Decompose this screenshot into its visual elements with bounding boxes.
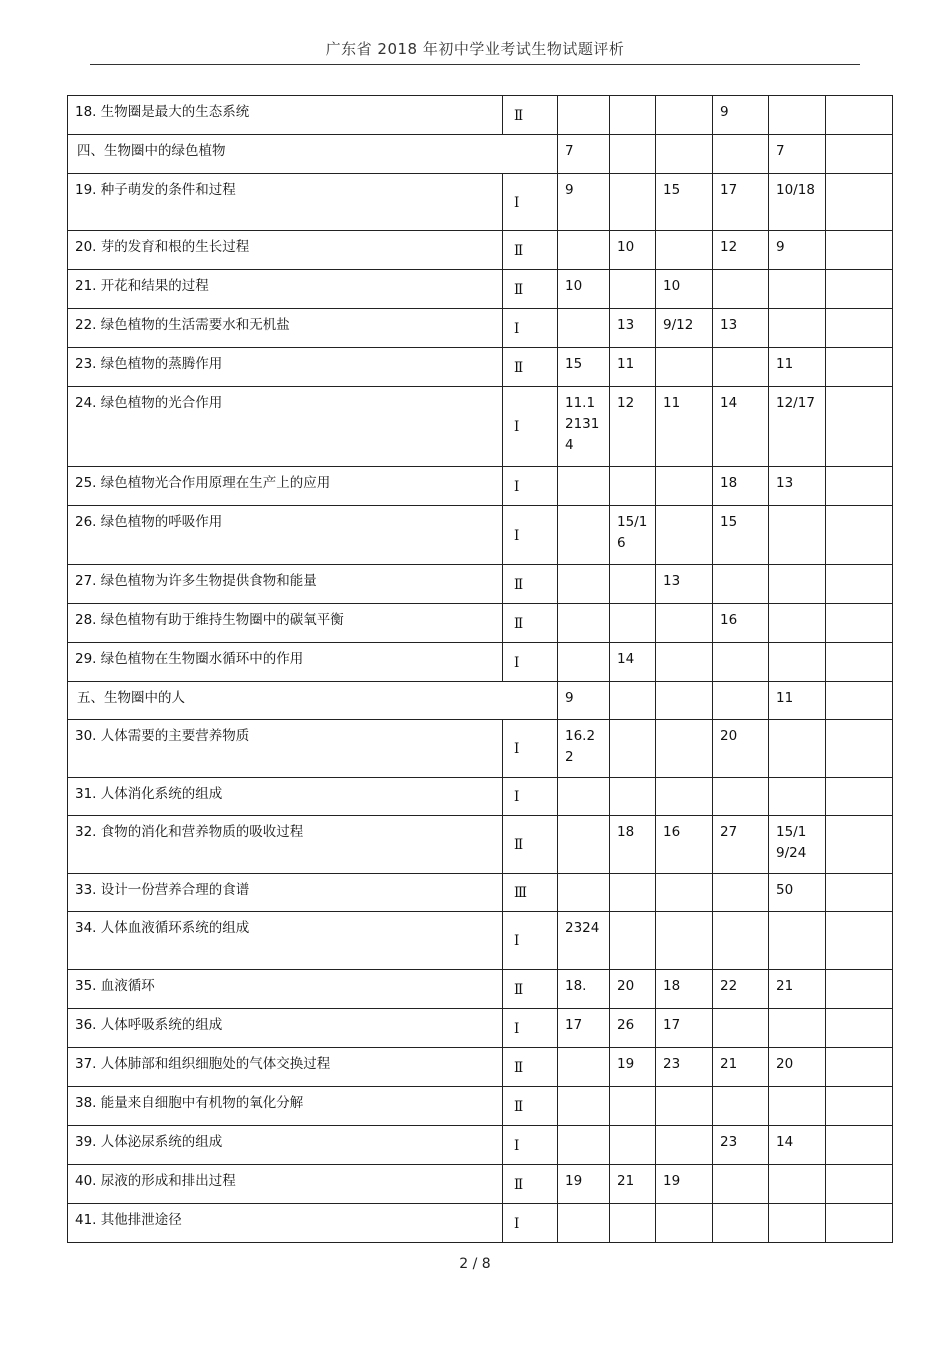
question-number-cell <box>610 1126 656 1165</box>
table-section-row <box>68 135 893 174</box>
table-row <box>68 96 893 135</box>
question-number-cell: 15 <box>656 174 713 231</box>
question-number-cell: 11 <box>769 348 826 387</box>
level-cell: Ⅱ <box>503 231 558 270</box>
question-number-cell: 21 <box>769 970 826 1009</box>
question-number-cell <box>656 348 713 387</box>
level-cell: Ⅲ <box>503 874 558 912</box>
syllabus-table-body <box>68 96 893 1243</box>
question-number-cell <box>610 912 656 970</box>
question-number-cell <box>713 1204 769 1243</box>
question-number-cell <box>558 1204 610 1243</box>
question-number-cell <box>769 720 826 778</box>
question-number-cell: 13 <box>713 309 769 348</box>
question-number-cell <box>558 565 610 604</box>
question-number-cell <box>558 506 610 565</box>
question-number-cell <box>610 135 656 174</box>
question-number-cell <box>826 682 893 720</box>
question-number-cell <box>713 1165 769 1204</box>
table-row <box>68 506 893 565</box>
question-number-cell <box>610 720 656 778</box>
question-number-cell <box>769 270 826 309</box>
question-number-cell: 50 <box>769 874 826 912</box>
topic-cell: 40. 尿液的形成和排出过程 <box>68 1165 503 1204</box>
question-number-cell: 18 <box>656 970 713 1009</box>
table-row <box>68 970 893 1009</box>
question-number-cell <box>610 1087 656 1126</box>
question-number-cell <box>826 309 893 348</box>
question-number-cell <box>769 1009 826 1048</box>
question-number-cell <box>826 874 893 912</box>
question-number-cell: 11 <box>769 682 826 720</box>
question-number-cell <box>610 174 656 231</box>
topic-cell: 19. 种子萌发的条件和过程 <box>68 174 503 231</box>
question-number-cell: 15/19/24 <box>769 816 826 874</box>
question-number-cell: 12/17 <box>769 387 826 467</box>
question-number-cell <box>769 96 826 135</box>
question-number-cell <box>713 682 769 720</box>
level-cell: Ⅰ <box>503 387 558 467</box>
question-number-cell: 18. <box>558 970 610 1009</box>
question-number-cell <box>826 135 893 174</box>
table-row <box>68 467 893 506</box>
question-number-cell <box>826 778 893 816</box>
question-number-cell: 12 <box>610 387 656 467</box>
question-number-cell: 21 <box>610 1165 656 1204</box>
question-number-cell <box>713 270 769 309</box>
topic-cell: 39. 人体泌尿系统的组成 <box>68 1126 503 1165</box>
question-number-cell <box>826 96 893 135</box>
table-row <box>68 565 893 604</box>
level-cell: Ⅱ <box>503 1048 558 1087</box>
question-number-cell <box>769 912 826 970</box>
level-cell: Ⅱ <box>503 816 558 874</box>
question-number-cell: 20 <box>713 720 769 778</box>
question-number-cell <box>610 467 656 506</box>
question-number-cell <box>826 1048 893 1087</box>
topic-cell: 33. 设计一份营养合理的食谱 <box>68 874 503 912</box>
question-number-cell <box>826 1009 893 1048</box>
question-number-cell <box>769 309 826 348</box>
question-number-cell: 18 <box>610 816 656 874</box>
question-number-cell: 9 <box>558 682 610 720</box>
question-number-cell <box>558 643 610 682</box>
question-number-cell: 10 <box>656 270 713 309</box>
question-number-cell <box>826 970 893 1009</box>
level-cell: Ⅱ <box>503 348 558 387</box>
question-number-cell <box>656 1087 713 1126</box>
question-number-cell <box>610 778 656 816</box>
question-number-cell <box>656 720 713 778</box>
question-number-cell <box>713 1009 769 1048</box>
question-number-cell <box>656 1204 713 1243</box>
question-number-cell <box>656 467 713 506</box>
question-number-cell <box>713 643 769 682</box>
question-number-cell <box>558 467 610 506</box>
question-number-cell <box>769 506 826 565</box>
table-row <box>68 778 893 816</box>
question-number-cell: 19 <box>656 1165 713 1204</box>
question-number-cell <box>656 231 713 270</box>
question-number-cell: 9/12 <box>656 309 713 348</box>
question-number-cell <box>826 565 893 604</box>
topic-cell: 35. 血液循环 <box>68 970 503 1009</box>
question-number-cell: 22 <box>713 970 769 1009</box>
topic-cell: 27. 绿色植物为许多生物提供食物和能量 <box>68 565 503 604</box>
question-number-cell <box>826 467 893 506</box>
question-number-cell <box>826 348 893 387</box>
question-number-cell <box>826 816 893 874</box>
level-cell: Ⅰ <box>503 174 558 231</box>
table-row <box>68 816 893 874</box>
level-cell: Ⅰ <box>503 467 558 506</box>
table-row <box>68 912 893 970</box>
question-number-cell <box>558 874 610 912</box>
question-number-cell <box>656 643 713 682</box>
question-number-cell: 27 <box>713 816 769 874</box>
level-cell: Ⅱ <box>503 1165 558 1204</box>
question-number-cell <box>826 231 893 270</box>
question-number-cell <box>610 1204 656 1243</box>
question-number-cell <box>713 1087 769 1126</box>
topic-cell: 28. 绿色植物有助于维持生物圈中的碳氧平衡 <box>68 604 503 643</box>
question-number-cell <box>769 565 826 604</box>
question-number-cell: 15/16 <box>610 506 656 565</box>
question-number-cell <box>656 912 713 970</box>
question-number-cell <box>713 135 769 174</box>
topic-cell: 36. 人体呼吸系统的组成 <box>68 1009 503 1048</box>
question-number-cell: 12 <box>713 231 769 270</box>
level-cell: Ⅱ <box>503 565 558 604</box>
section-title-cell: 五、生物圈中的人 <box>68 682 558 720</box>
question-number-cell: 17 <box>713 174 769 231</box>
level-cell: Ⅱ <box>503 270 558 309</box>
question-number-cell <box>769 1087 826 1126</box>
question-number-cell <box>826 1165 893 1204</box>
table-row <box>68 1087 893 1126</box>
topic-cell: 37. 人体肺部和组织细胞处的气体交换过程 <box>68 1048 503 1087</box>
question-number-cell <box>656 135 713 174</box>
level-cell: Ⅰ <box>503 1009 558 1048</box>
topic-cell: 38. 能量来自细胞中有机物的氧化分解 <box>68 1087 503 1126</box>
question-number-cell: 17 <box>656 1009 713 1048</box>
question-number-cell <box>769 1204 826 1243</box>
table-row <box>68 231 893 270</box>
question-number-cell <box>826 506 893 565</box>
question-number-cell <box>713 565 769 604</box>
topic-cell: 31. 人体消化系统的组成 <box>68 778 503 816</box>
question-number-cell: 10/18 <box>769 174 826 231</box>
question-number-cell <box>656 874 713 912</box>
question-number-cell: 9 <box>558 174 610 231</box>
question-number-cell: 19 <box>558 1165 610 1204</box>
level-cell: Ⅱ <box>503 604 558 643</box>
question-number-cell: 20 <box>610 970 656 1009</box>
level-cell: Ⅰ <box>503 720 558 778</box>
question-number-cell <box>826 604 893 643</box>
table-row <box>68 348 893 387</box>
question-number-cell <box>610 682 656 720</box>
question-number-cell <box>656 604 713 643</box>
question-number-cell <box>769 643 826 682</box>
question-number-cell <box>826 174 893 231</box>
topic-cell: 30. 人体需要的主要营养物质 <box>68 720 503 778</box>
question-number-cell: 20 <box>769 1048 826 1087</box>
level-cell: Ⅰ <box>503 778 558 816</box>
question-number-cell: 2324 <box>558 912 610 970</box>
table-row <box>68 1009 893 1048</box>
question-number-cell <box>713 874 769 912</box>
question-number-cell <box>558 816 610 874</box>
topic-cell: 18. 生物圈是最大的生态系统 <box>68 96 503 135</box>
table-section-row <box>68 682 893 720</box>
question-number-cell: 21 <box>713 1048 769 1087</box>
question-number-cell <box>826 1204 893 1243</box>
level-cell: Ⅰ <box>503 1204 558 1243</box>
question-number-cell: 13 <box>769 467 826 506</box>
question-number-cell <box>610 604 656 643</box>
section-title-cell: 四、生物圈中的绿色植物 <box>68 135 558 174</box>
question-number-cell: 14 <box>610 643 656 682</box>
question-number-cell <box>769 604 826 643</box>
table-row <box>68 1204 893 1243</box>
question-number-cell <box>610 96 656 135</box>
question-number-cell <box>826 1087 893 1126</box>
question-number-cell <box>558 1087 610 1126</box>
table-row <box>68 270 893 309</box>
question-number-cell <box>558 778 610 816</box>
question-number-cell <box>826 912 893 970</box>
question-number-cell <box>656 506 713 565</box>
question-number-cell <box>826 720 893 778</box>
question-number-cell <box>826 387 893 467</box>
topic-cell: 22. 绿色植物的生活需要水和无机盐 <box>68 309 503 348</box>
level-cell: Ⅰ <box>503 643 558 682</box>
topic-cell: 32. 食物的消化和营养物质的吸收过程 <box>68 816 503 874</box>
question-number-cell: 10 <box>610 231 656 270</box>
question-number-cell: 14 <box>769 1126 826 1165</box>
question-number-cell: 11 <box>656 387 713 467</box>
level-cell: Ⅰ <box>503 1126 558 1165</box>
level-cell: Ⅰ <box>503 912 558 970</box>
topic-cell: 34. 人体血液循环系统的组成 <box>68 912 503 970</box>
level-cell: Ⅰ <box>503 309 558 348</box>
question-number-cell: 11 <box>610 348 656 387</box>
table-row <box>68 174 893 231</box>
question-number-cell: 16 <box>713 604 769 643</box>
question-number-cell: 13 <box>610 309 656 348</box>
level-cell: Ⅱ <box>503 96 558 135</box>
question-number-cell <box>610 565 656 604</box>
question-number-cell <box>558 96 610 135</box>
topic-cell: 29. 绿色植物在生物圈水循环中的作用 <box>68 643 503 682</box>
level-cell: Ⅰ <box>503 506 558 565</box>
question-number-cell <box>769 1165 826 1204</box>
question-number-cell: 17 <box>558 1009 610 1048</box>
header-rule <box>90 64 860 65</box>
question-number-cell <box>656 1126 713 1165</box>
question-number-cell <box>610 874 656 912</box>
table-row <box>68 720 893 778</box>
question-number-cell: 9 <box>713 96 769 135</box>
question-number-cell: 23 <box>656 1048 713 1087</box>
question-number-cell <box>558 1126 610 1165</box>
topic-cell: 25. 绿色植物光合作用原理在生产上的应用 <box>68 467 503 506</box>
question-number-cell <box>713 778 769 816</box>
question-number-cell: 19 <box>610 1048 656 1087</box>
question-number-cell: 23 <box>713 1126 769 1165</box>
question-number-cell: 14 <box>713 387 769 467</box>
question-number-cell: 7 <box>558 135 610 174</box>
question-number-cell: 16.22 <box>558 720 610 778</box>
question-number-cell: 11.121314 <box>558 387 610 467</box>
question-number-cell <box>558 604 610 643</box>
question-number-cell: 13 <box>656 565 713 604</box>
question-number-cell: 10 <box>558 270 610 309</box>
table-row <box>68 387 893 467</box>
level-cell: Ⅱ <box>503 1087 558 1126</box>
table-row <box>68 643 893 682</box>
page-number: 2 / 8 <box>459 1256 491 1272</box>
question-number-cell: 16 <box>656 816 713 874</box>
question-number-cell: 26 <box>610 1009 656 1048</box>
question-number-cell <box>610 270 656 309</box>
topic-cell: 21. 开花和结果的过程 <box>68 270 503 309</box>
topic-cell: 41. 其他排泄途径 <box>68 1204 503 1243</box>
question-number-cell <box>826 270 893 309</box>
level-cell: Ⅱ <box>503 970 558 1009</box>
syllabus-table <box>67 95 893 1243</box>
table-row <box>68 309 893 348</box>
table-row <box>68 1048 893 1087</box>
question-number-cell <box>656 778 713 816</box>
question-number-cell <box>656 682 713 720</box>
question-number-cell <box>713 348 769 387</box>
topic-cell: 26. 绿色植物的呼吸作用 <box>68 506 503 565</box>
question-number-cell <box>826 1126 893 1165</box>
question-number-cell: 15 <box>713 506 769 565</box>
question-number-cell: 15 <box>558 348 610 387</box>
topic-cell: 24. 绿色植物的光合作用 <box>68 387 503 467</box>
topic-cell: 20. 芽的发育和根的生长过程 <box>68 231 503 270</box>
table-row <box>68 874 893 912</box>
table-row <box>68 1126 893 1165</box>
page-header-title: 广东省 2018 年初中学业考试生物试题评析 <box>325 40 625 58</box>
question-number-cell <box>826 643 893 682</box>
question-number-cell: 7 <box>769 135 826 174</box>
question-number-cell: 9 <box>769 231 826 270</box>
question-number-cell <box>558 231 610 270</box>
question-number-cell <box>769 778 826 816</box>
table-row <box>68 1165 893 1204</box>
question-number-cell: 18 <box>713 467 769 506</box>
table-row <box>68 604 893 643</box>
question-number-cell <box>558 309 610 348</box>
topic-cell: 23. 绿色植物的蒸腾作用 <box>68 348 503 387</box>
question-number-cell <box>558 1048 610 1087</box>
question-number-cell <box>713 912 769 970</box>
question-number-cell <box>656 96 713 135</box>
